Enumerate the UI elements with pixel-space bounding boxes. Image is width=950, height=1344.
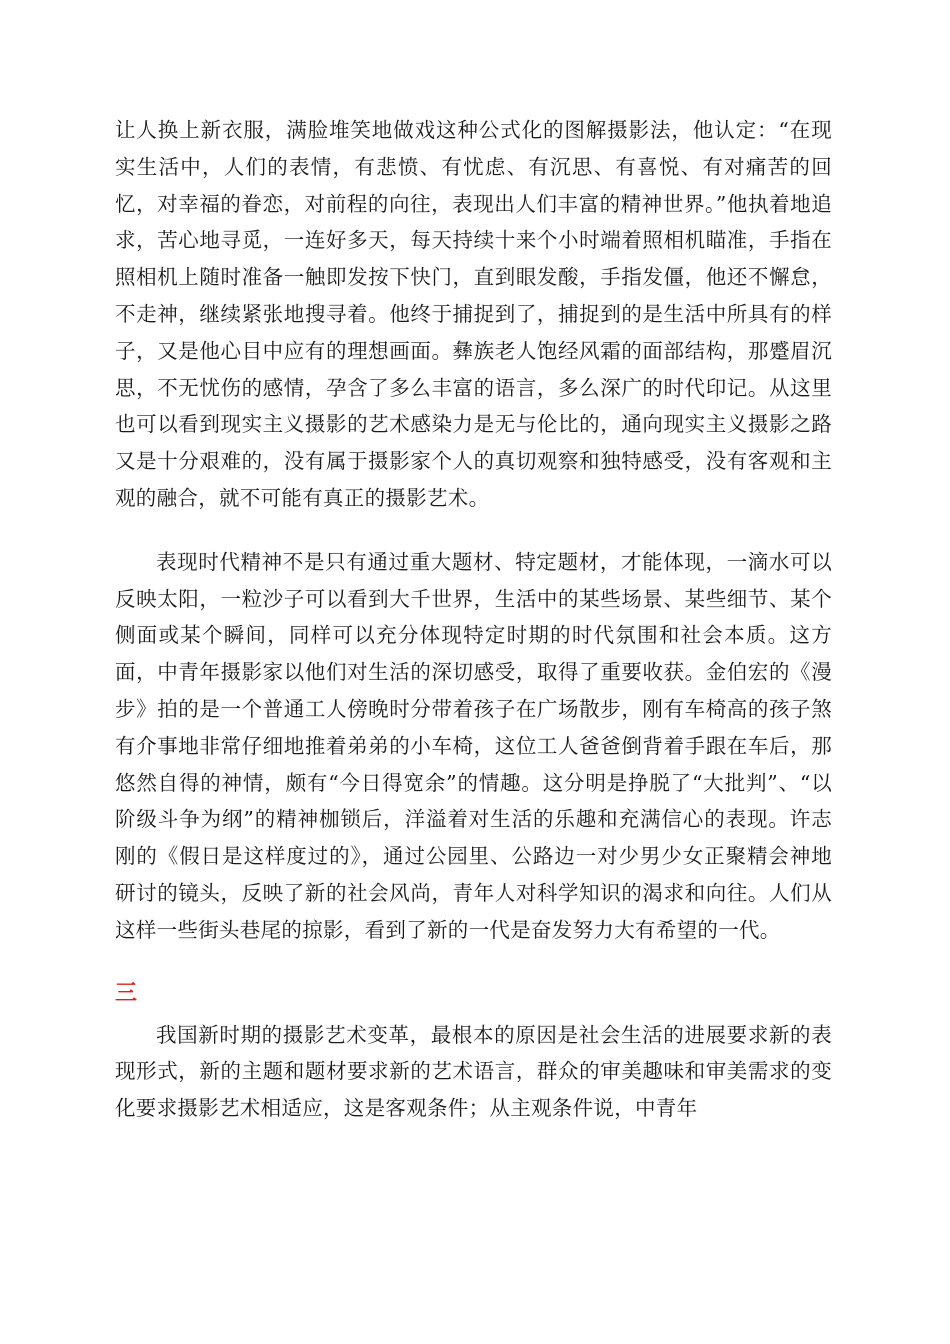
body-paragraph-1: 让人换上新衣服，满脸堆笑地做戏这种公式化的图解摄影法，他认定：“在现实生活中，人们的表情，有悲愤、有忧虑、有沉思、有喜悦、有对痛苦的回忆，对幸福的眷恋，对前程的向往，表现出人们丰富的精神世界。”他执着地追求，苦心地寻觅，一连好多天，每天持续十来个小时端着照相机瞄准，手指在照相机上随时准备一触即发按下快门，直到眼发酸，手指发僵，他还不懈怠，不走神，继续紧张地搜寻着。他终于捕捉到了，捕捉到的是生活中所具有的样子，又是他心目中应有的理想画面。彝族老人饱经风霜的面部结构，那蹙眉沉思，不无忧伤的感情，孕含了多么丰富的语言，多么深广的时代印记。从这里也可以看到现实主义摄影的艺术感染力是无与伦比的，通向现实主义摄影之路又是十分艰难的，没有属于摄影家个人的真切观察和独特感受，没有客观和主观的融合，就不可能有真正的摄影艺术。 [115, 118, 832, 510]
section-heading: 三 [115, 979, 138, 1006]
body-paragraph-3: 我国新时期的摄影艺术变革，最根本的原因是社会生活的进展要求新的表现形式，新的主题和题材要求新的艺术语言，群众的审美趣味和审美需求的变化要求摄影艺术相适应，这是客观条件；从主观条件说，中青年 [115, 1022, 832, 1121]
body-paragraph-2: 表现时代精神不是只有通过重大题材、特定题材，才能体现，一滴水可以反映太阳，一粒沙子可以看到大千世界，生活中的某些场景、某些细节、某个侧面或某个瞬间，同样可以充分体现特定时期的时代氛围和社会本质。这方面，中青年摄影家以他们对生活的深切感受，取得了重要收获。金伯宏的《漫步》拍的是一个普通工人傍晚时分带着孩子在广场散步，刚有车椅高的孩子煞有介事地非常仔细地推着弟弟的小车椅，这位工人爸爸倒背着手跟在车后，那悠然自得的神情，颇有“今日得宽余”的情趣。这分明是挣脱了“大批判”、“以阶级斗争为纲”的精神枷锁后，洋溢着对生活的乐趣和充满信心的表现。许志刚的《假日是这样度过的》，通过公园里、公路边一对少男少女正聚精会神地研讨的镜头，反映了新的社会风尚，青年人对科学知识的渴求和向往。人们从这样一些街头巷尾的掠影，看到了新的一代是奋发努力大有希望的一代。 [115, 549, 832, 942]
